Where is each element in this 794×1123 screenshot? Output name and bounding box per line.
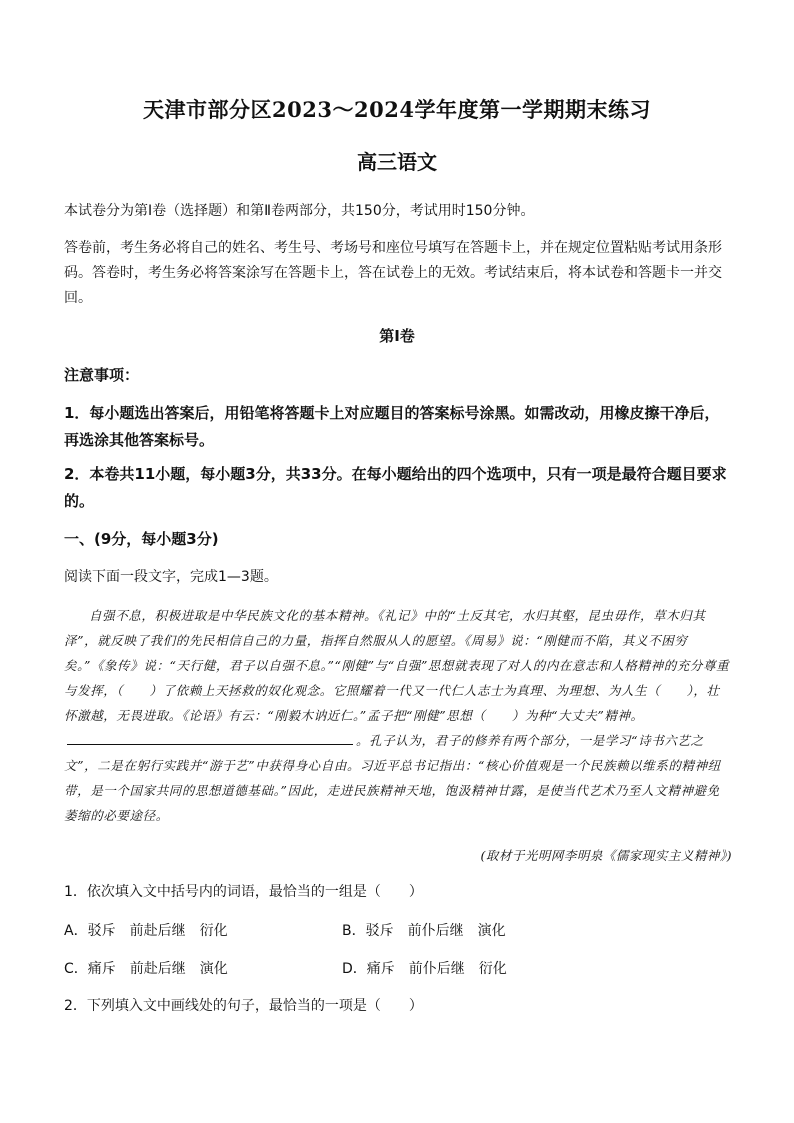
page-title: 天津市部分区2023～2024学年度第一学期期末练习 xyxy=(143,97,651,122)
passage-text-before: 自强不息，积极进取是中华民族文化的基本精神。《礼记》中的“土反其宅，水归其壑，昆虫毋作，草木归其泽”，就反映了我们的先民相信自己的力量，指挥自然服从人的愿望。《周易》说：“刚健而不陷，其义不困穷矣。”《象传》说：“天行健，君子以自强不息。”“刚健”与“自强”思想就表现了对人的内在意志和人格精神的充分尊重与发挥，（ ）了依赖上天拯救的奴化观念。它照耀着一代又一代仁人志士为真理、为理想、为人生（ ），壮怀激越，无畏进取。《论语》有云：“刚毅木讷近仁。”孟子把“刚健”思想（ ）为种“大丈夫”精神。 xyxy=(64,608,730,723)
notice-item-1: 1．每小题选出答案后，用铅笔将答题卡上对应题目的答案标号涂黑。如需改动，用橡皮擦干净后，再选涂其他答案标号。 xyxy=(64,404,720,449)
question-1-option-c: C．痛斥 前赴后继 演化 xyxy=(64,961,228,977)
reading-instruction: 阅读下面一段文字，完成1—3题。 xyxy=(64,569,278,585)
reading-passage xyxy=(64,603,732,828)
intro-paragraph: 答卷前，考生务必将自己的姓名、考生号、考场号和座位号填写在答题卡上，并在规定位置粘贴考试用条形码。答卷时，考生务必将答案涂写在答题卡上，答在试卷上的无效。考试结束后，将本试卷和答题卡一并交回。 xyxy=(64,240,722,306)
question-2: 2．下列填入文中画线处的句子，最恰当的一项是（ ） xyxy=(64,998,423,1014)
fill-in-blank-line xyxy=(67,730,353,745)
question-1-option-a: A．驳斥 前赴后继 衍化 xyxy=(64,923,228,939)
part-heading: 一、(9分，每小题3分) xyxy=(64,530,219,548)
question-1-option-d: D．痛斥 前仆后继 衍化 xyxy=(342,961,507,977)
passage-text-after: 。孔子认为，君子的修养有两个部分，一是学习“诗书六艺之文”，二是在躬行实践并“游于艺”中获得身心自由。习近平总书记指出：“核心价值观是一个民族赖以维系的精神纽带，是一个国家共同的思想道德基础。”因此，走进民族精神天地，饱汲精神甘露，是使当代艺术乃至人文精神避免萎缩的必要途径。 xyxy=(64,733,721,823)
notice-item-2: 2．本卷共11小题，每小题3分，共33分。在每小题给出的四个选项中，只有一项是最符合题目要求的。 xyxy=(64,465,727,510)
page-subtitle: 高三语文 xyxy=(357,150,437,174)
passage-source: (取材于光明网李明泉《儒家现实主义精神》) xyxy=(480,848,732,863)
intro-line: 本试卷分为第Ⅰ卷（选择题）和第Ⅱ卷两部分，共150分，考试用时150分钟。 xyxy=(64,203,535,219)
notice-title: 注意事项： xyxy=(64,366,140,384)
question-1-option-b: B．驳斥 前仆后继 演化 xyxy=(342,923,506,939)
question-1: 1．依次填入文中括号内的词语，最恰当的一组是（ ） xyxy=(64,884,423,900)
section-heading: 第Ⅰ卷 xyxy=(379,327,415,345)
